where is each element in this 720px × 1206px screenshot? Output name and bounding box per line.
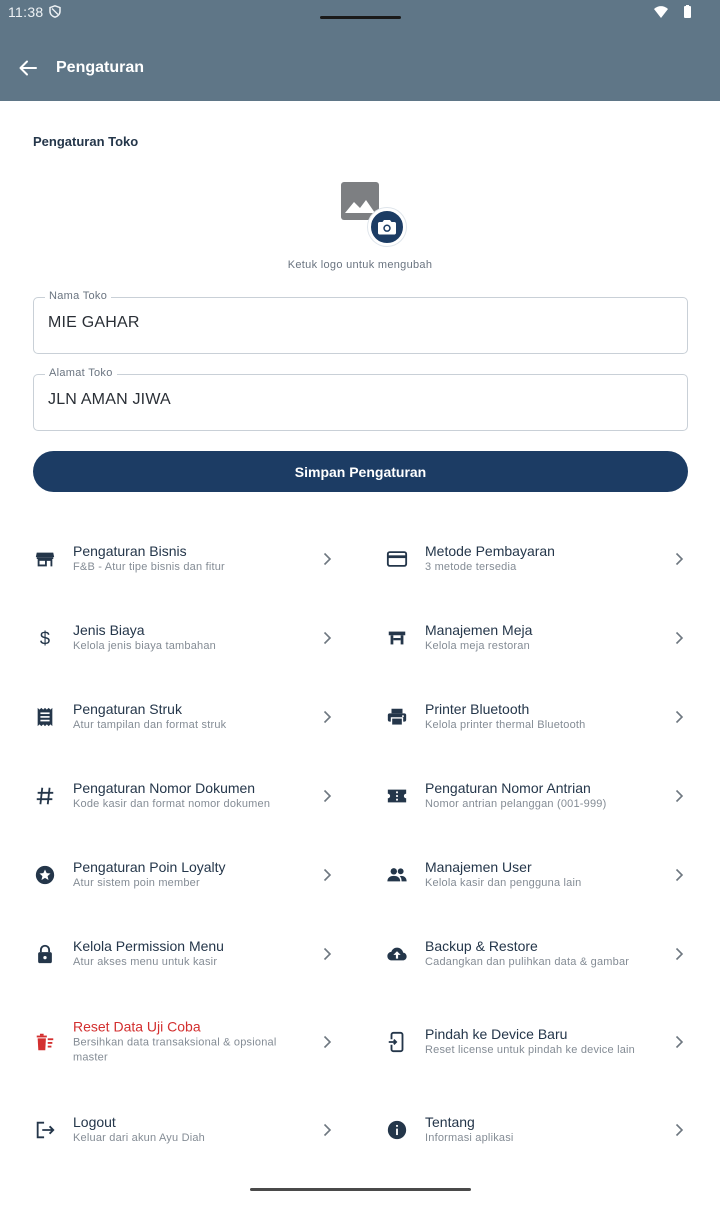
printer-icon bbox=[385, 705, 409, 729]
menu-item-title: Manajemen Meja bbox=[425, 622, 533, 638]
menu-item-title: Metode Pembayaran bbox=[425, 543, 555, 559]
chevron-right-icon bbox=[320, 868, 334, 882]
chevron-right-icon bbox=[672, 552, 686, 566]
chevron-right-icon bbox=[320, 947, 334, 961]
menu-item-title: Printer Bluetooth bbox=[425, 701, 530, 717]
chevron-right-icon bbox=[320, 789, 334, 803]
menu-item-pindah-ke-device-baru[interactable] bbox=[385, 1007, 715, 1077]
store-address-label: Alamat Toko bbox=[45, 367, 117, 379]
chevron-right-icon bbox=[320, 631, 334, 645]
menu-item-subtitle: F&B - Atur tipe bisnis dan fitur bbox=[73, 561, 225, 573]
status-time: 11:38 bbox=[8, 4, 44, 20]
wifi-battery-icon bbox=[654, 5, 694, 19]
menu-item-title: Manajemen User bbox=[425, 859, 532, 875]
cloud-upload-icon bbox=[385, 942, 409, 966]
chevron-right-icon bbox=[320, 1123, 334, 1137]
menu-item-subtitle: Atur sistem poin member bbox=[73, 877, 200, 889]
section-title: Pengaturan Toko bbox=[33, 134, 139, 149]
menu-item-subtitle: Informasi aplikasi bbox=[425, 1132, 514, 1144]
menu-item-subtitle: Nomor antrian pelanggan (001-999) bbox=[425, 798, 607, 810]
menu-item-title: Pengaturan Poin Loyalty bbox=[73, 859, 226, 875]
menu-item-text bbox=[425, 701, 660, 733]
menu-item-subtitle: Atur akses menu untuk kasir bbox=[73, 956, 218, 968]
dollar-icon bbox=[33, 626, 57, 650]
menu-item-printer-bluetooth[interactable] bbox=[385, 682, 715, 752]
chevron-right-icon bbox=[672, 1123, 686, 1137]
ticket-icon bbox=[385, 784, 409, 808]
menu-item-manajemen-meja[interactable] bbox=[385, 603, 715, 673]
menu-item-tentang[interactable] bbox=[385, 1095, 715, 1165]
menu-item-title: Pindah ke Device Baru bbox=[425, 1026, 568, 1042]
menu-item-text bbox=[73, 701, 308, 733]
store-name-label: Nama Toko bbox=[45, 290, 111, 302]
camera-icon bbox=[378, 219, 396, 235]
store-name-input[interactable] bbox=[48, 314, 668, 332]
menu-item-title: Backup & Restore bbox=[425, 938, 538, 954]
app-bar bbox=[0, 24, 720, 101]
menu-item-text bbox=[73, 1019, 308, 1066]
menu-item-backup-and-restore[interactable] bbox=[385, 919, 715, 989]
menu-item-text bbox=[425, 622, 660, 654]
menu-item-title: Reset Data Uji Coba bbox=[73, 1018, 201, 1035]
menu-item-subtitle: Bersihkan data transaksional & opsional master bbox=[73, 1036, 277, 1064]
menu-item-subtitle: Kode kasir dan format nomor dokumen bbox=[73, 798, 271, 810]
menu-item-pengaturan-nomor-dokumen[interactable] bbox=[33, 761, 363, 831]
menu-item-text bbox=[73, 1114, 308, 1146]
shield-icon bbox=[49, 5, 61, 18]
menu-item-metode-pembayaran[interactable] bbox=[385, 524, 715, 594]
menu-item-subtitle: Keluar dari akun Ayu Diah bbox=[73, 1132, 205, 1144]
chevron-right-icon bbox=[320, 1035, 334, 1049]
menu-item-subtitle: Cadangkan dan pulihkan data & gambar bbox=[425, 956, 630, 968]
menu-item-subtitle: Reset license untuk pindah ke device lain bbox=[425, 1044, 635, 1056]
menu-item-subtitle: Kelola printer thermal Bluetooth bbox=[425, 719, 586, 731]
receipt-icon bbox=[33, 705, 57, 729]
logout-icon bbox=[33, 1118, 57, 1142]
menu-item-manajemen-user[interactable] bbox=[385, 840, 715, 910]
chevron-right-icon bbox=[672, 631, 686, 645]
chevron-right-icon bbox=[672, 789, 686, 803]
trash-icon bbox=[33, 1030, 57, 1054]
menu-item-text bbox=[73, 543, 308, 575]
menu-item-title: Pengaturan Bisnis bbox=[73, 543, 187, 559]
menu-item-pengaturan-bisnis[interactable] bbox=[33, 524, 363, 594]
menu-item-text bbox=[73, 780, 308, 812]
menu-item-subtitle: Kelola meja restoran bbox=[425, 640, 530, 652]
hash-icon bbox=[33, 784, 57, 808]
chevron-right-icon bbox=[672, 947, 686, 961]
menu-item-text bbox=[425, 780, 660, 812]
back-button[interactable] bbox=[14, 54, 42, 82]
menu-item-text bbox=[73, 622, 308, 654]
menu-item-title: Pengaturan Nomor Antrian bbox=[425, 780, 591, 796]
menu-item-text bbox=[425, 543, 660, 575]
menu-item-subtitle: Kelola jenis biaya tambahan bbox=[73, 640, 216, 652]
menu-item-text bbox=[73, 859, 308, 891]
menu-item-pengaturan-poin-loyalty[interactable] bbox=[33, 840, 363, 910]
menu-item-title: Jenis Biaya bbox=[73, 622, 145, 638]
logo-hint: Ketuk logo untuk mengubah bbox=[287, 259, 433, 271]
lock-icon bbox=[33, 942, 57, 966]
menu-item-text bbox=[425, 859, 660, 891]
home-indicator bbox=[250, 1188, 471, 1191]
store-address-input[interactable] bbox=[48, 391, 668, 409]
chevron-right-icon bbox=[672, 1035, 686, 1049]
menu-item-title: Logout bbox=[73, 1114, 116, 1130]
table-icon bbox=[385, 626, 409, 650]
arrow-left-icon bbox=[18, 58, 38, 78]
menu-item-title: Pengaturan Nomor Dokumen bbox=[73, 780, 256, 796]
menu-item-title: Pengaturan Struk bbox=[73, 701, 182, 717]
store-address-field[interactable] bbox=[33, 367, 688, 431]
menu-item-subtitle: 3 metode tersedia bbox=[425, 561, 517, 573]
menu-item-subtitle: Atur tampilan dan format struk bbox=[73, 719, 227, 731]
store-icon bbox=[33, 547, 57, 571]
menu-item-logout[interactable] bbox=[33, 1095, 363, 1165]
menu-item-title: Kelola Permission Menu bbox=[73, 938, 224, 954]
menu-item-text bbox=[425, 938, 660, 970]
menu-item-title: Tentang bbox=[425, 1114, 475, 1130]
save-settings-button[interactable]: Simpan Pengaturan bbox=[33, 451, 688, 492]
star-badge-icon bbox=[33, 863, 57, 887]
info-icon bbox=[385, 1118, 409, 1142]
notch-bar bbox=[320, 16, 401, 19]
menu-item-text bbox=[425, 1114, 660, 1146]
device-transfer-icon bbox=[385, 1030, 409, 1054]
menu-item-reset-data-uji-coba[interactable] bbox=[33, 1007, 363, 1077]
menu-item-pengaturan-nomor-antrian[interactable] bbox=[385, 761, 715, 831]
menu-item-kelola-permission-menu[interactable] bbox=[33, 919, 363, 989]
menu-item-pengaturan-struk[interactable] bbox=[33, 682, 363, 752]
menu-item-text bbox=[425, 1026, 660, 1058]
store-name-field[interactable] bbox=[33, 290, 688, 354]
chevron-right-icon bbox=[320, 552, 334, 566]
store-logo-picker[interactable] bbox=[340, 180, 410, 246]
people-icon bbox=[385, 863, 409, 887]
status-bar bbox=[0, 0, 720, 24]
page-title: Pengaturan bbox=[56, 59, 145, 76]
menu-item-jenis-biaya[interactable] bbox=[33, 603, 363, 673]
chevron-right-icon bbox=[672, 868, 686, 882]
menu-item-subtitle: Kelola kasir dan pengguna lain bbox=[425, 877, 582, 889]
camera-button[interactable] bbox=[368, 208, 406, 246]
chevron-right-icon bbox=[672, 710, 686, 724]
menu-item-text bbox=[73, 938, 308, 970]
svg-text:$: $ bbox=[39, 627, 51, 649]
credit-card-icon bbox=[385, 547, 409, 571]
chevron-right-icon bbox=[320, 710, 334, 724]
